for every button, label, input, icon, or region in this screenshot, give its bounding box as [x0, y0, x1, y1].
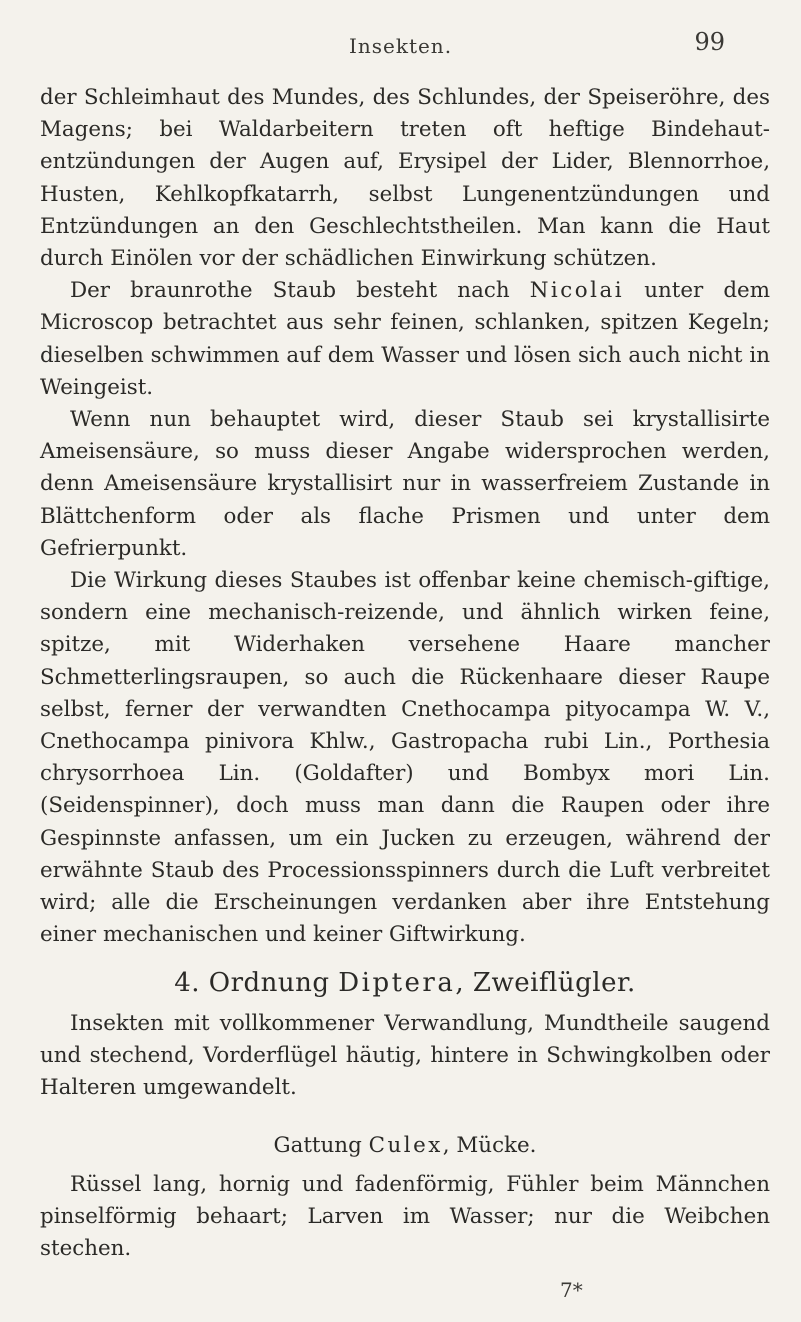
- page-number: 99: [694, 28, 725, 56]
- paragraph-continued: der Schleimhaut des Mundes, des Schlundes, der Speiseröhre, des Magens; bei Waldarbeitern treten oft heftige Bindehaut-entzündungen der Augen auf, Erysipel der Lider, Blennorrhoe, Husten, Kehlkopfkatarrh, selbst Lungenentzündungen und Entzündungen an den Geschlechtstheilen. Man kann die Haut durch Einölen vor der schädlichen Einwirkung schützen.: [40, 85, 770, 272]
- running-head: Insekten.: [348, 34, 453, 58]
- genus-heading: [40, 1130, 770, 1162]
- author-name: Nicolai: [529, 278, 625, 304]
- page-header: [0, 28, 801, 64]
- paragraph-nicolai: [40, 275, 770, 404]
- section-suffix: , Zweiflügler.: [455, 968, 636, 999]
- paragraph-ameisensaeure: Wenn nun behauptet wird, dieser Staub sei krystallisirte Ameisensäure, so muss dieser Angabe widersprochen werden, denn Ameisensäure krystallisirt nur in wasserfreiem Zustande in Blättchenform oder als flache Prismen und unter dem Gefrierpunkt.: [40, 407, 770, 561]
- genus-description: Rüssel lang, hornig und fadenförmig, Fühler beim Männchen pinselförmig behaart; Larven im Wasser; nur die Weibchen stechen.: [40, 1171, 770, 1261]
- paragraph-text: unter dem Microscop betrachtet aus sehr feinen, schlanken, spitzen Kegeln; dieselben schwimmen auf dem Wasser und lösen sich auch nicht in Weingeist.: [40, 278, 770, 400]
- section-name: Diptera: [338, 968, 456, 999]
- printer-signature: 7*: [560, 1278, 583, 1302]
- genus-suffix: , Mücke.: [442, 1133, 537, 1159]
- section-description: Insekten mit vollkommener Verwandlung, Mundtheile saugend und stechend, Vorderflügel häutig, hintere in Schwingkolben oder Halteren umgewandelt.: [40, 1010, 770, 1101]
- paragraph-wirkung: Die Wirkung dieses Staubes ist offenbar keine chemisch-giftige, sondern eine mechanisch-reizende, und ähnlich wirken feine, spitze, mit Widerhaken versehene Haare mancher Schmetterlingsraupen, so auch die Rückenhaare dieser Raupe selbst, ferner der verwandten Cnethocampa pityocampa W. V., Cnethocampa pinivora Khlw., Gastropacha rubi Lin., Porthesia chrysorrhoea Lin. (Goldafter) und Bombyx mori Lin. (Seidenspinner), doch muss man dann die Raupen oder ihre Gespinnste anfassen, um ein Jucken zu erzeugen, während der erwähnte Staub des Processionsspinners durch die Luft verbreitet wird; alle die Erscheinungen verdanken aber ihre Entstehung einer mechanischen und keiner Giftwirkung.: [40, 568, 770, 948]
- section-heading: [40, 967, 770, 999]
- genus-name: Culex: [368, 1133, 443, 1159]
- paragraph-text: Der braunrothe Staub besteht nach: [70, 278, 530, 304]
- genus-prefix: Gattung: [273, 1133, 369, 1159]
- body-text: [40, 82, 770, 1265]
- section-prefix: 4. Ordnung: [174, 968, 339, 999]
